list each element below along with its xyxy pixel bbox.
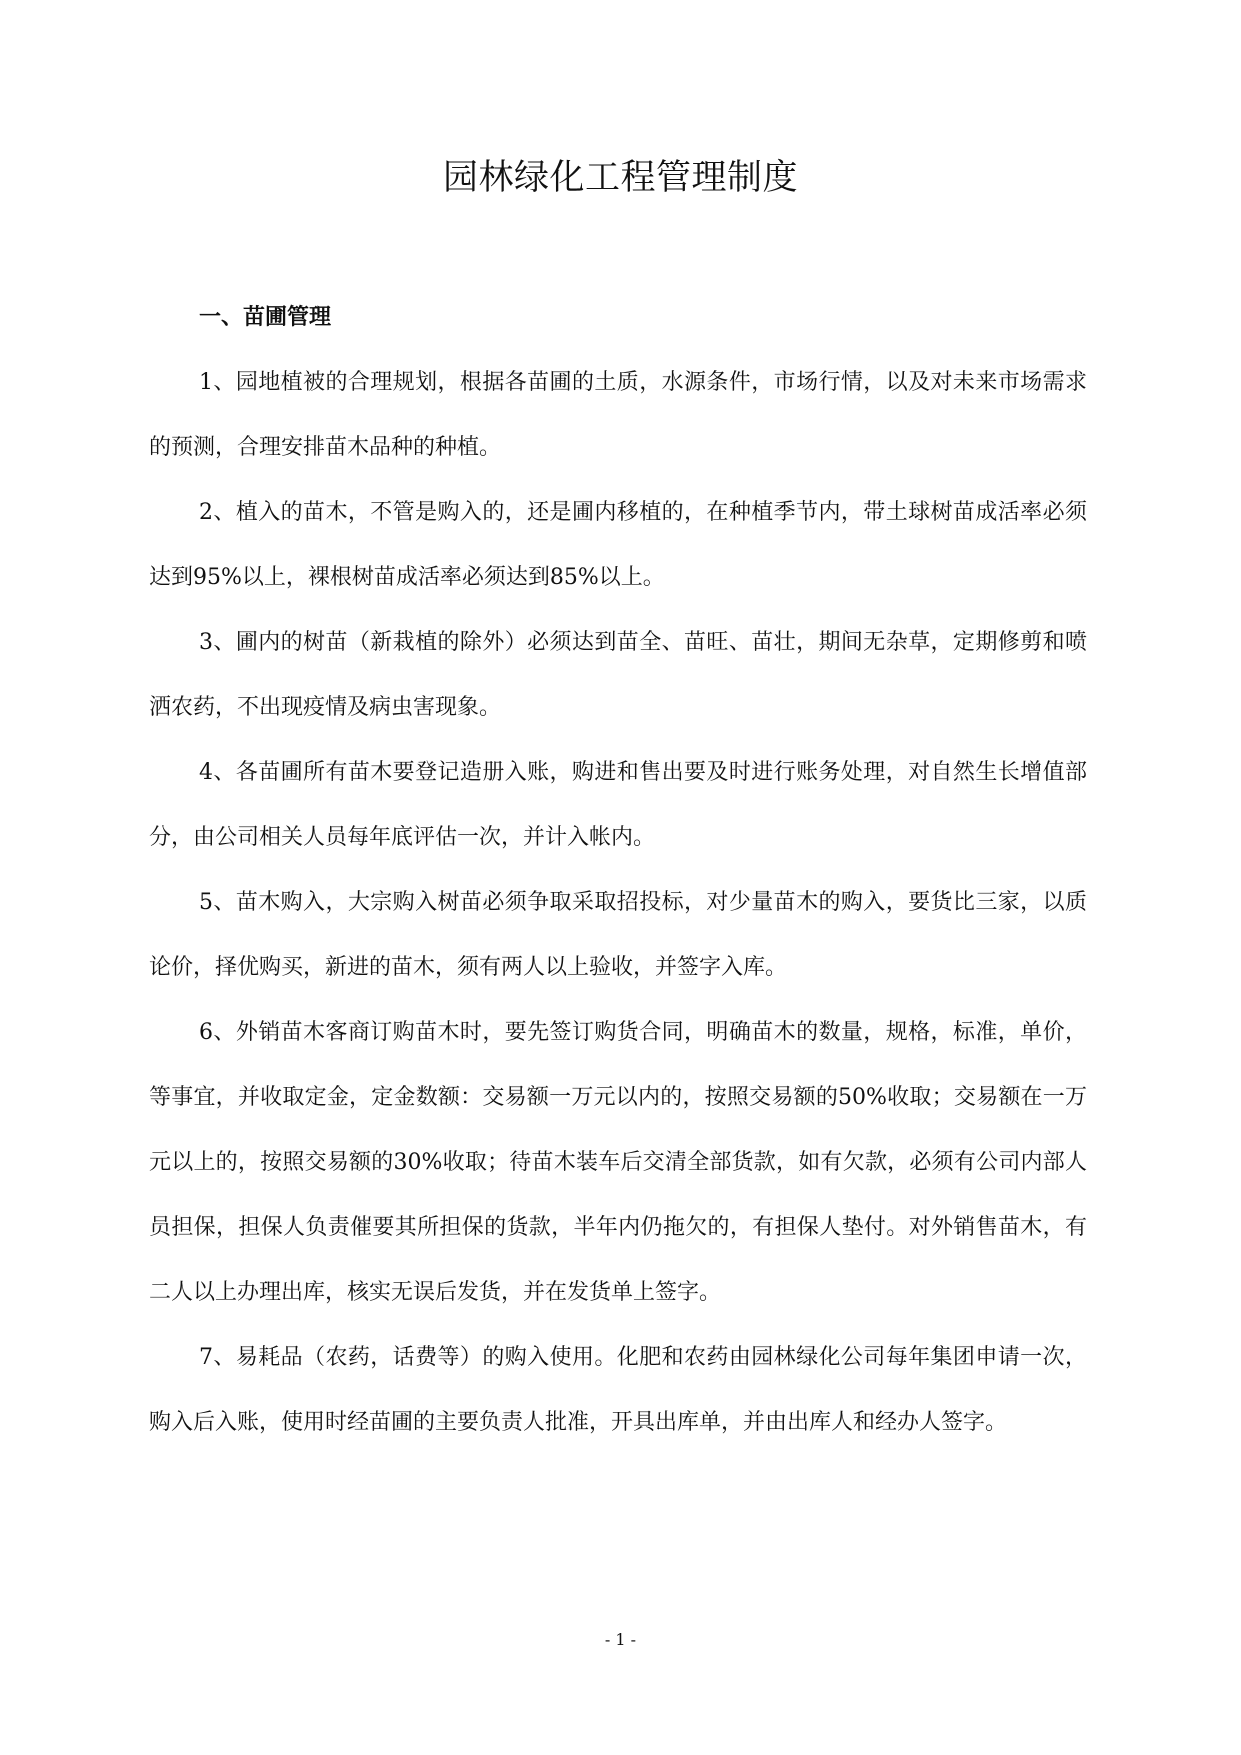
paragraph-5: 5、苗木购入，大宗购入树苗必须争取采取招投标，对少量苗木的购入，要货比三家，以质论价，择优购买，新进的苗木，须有两人以上验收，并签字入库。 — [149, 890, 1087, 980]
section-heading: 一、苗圃管理 — [199, 304, 332, 330]
paragraph-7: 7、易耗品（农药，话费等）的购入使用。化肥和农药由园林绿化公司每年集团申请一次，购入后入账，使用时经苗圃的主要负责人批准，开具出库单，并由出库人和经办人签字。 — [149, 1345, 1087, 1435]
document-title: 园林绿化工程管理制度 — [442, 158, 798, 198]
paragraph-4: 4、各苗圃所有苗木要登记造册入账，购进和售出要及时进行账务处理，对自然生长增值部分，由公司相关人员每年底评估一次，并计入帐内。 — [149, 760, 1087, 850]
paragraph-2: 2、植入的苗木，不管是购入的，还是圃内移植的，在种植季节内，带土球树苗成活率必须达到95%以上，裸根树苗成活率必须达到85%以上。 — [149, 500, 1087, 590]
paragraph-1: 1、园地植被的合理规划，根据各苗圃的土质，水源条件，市场行情，以及对未来市场需求的预测，合理安排苗木品种的种植。 — [149, 370, 1087, 460]
paragraph-6: 6、外销苗木客商订购苗木时，要先签订购货合同，明确苗木的数量，规格，标准，单价，等事宜，并收取定金，定金数额：交易额一万元以内的，按照交易额的50%收取；交易额在一万元以上的，按照交易额的30%收取；待苗木装车后交清全部货款，如有欠款，必须有公司内部人员担保，担保人负责催要其所担保的货款，半年内仍拖欠的，有担保人垫付。对外销售苗木，有二人以上办理出库，核实无误后发货，并在发货单上签字。 — [149, 1020, 1087, 1305]
document-body — [149, 285, 1087, 1455]
page-number: - 1 - — [604, 1630, 637, 1649]
paragraph-3: 3、圃内的树苗（新栽植的除外）必须达到苗全、苗旺、苗壮，期间无杂草，定期修剪和喷洒农药，不出现疫情及病虫害现象。 — [149, 630, 1087, 720]
